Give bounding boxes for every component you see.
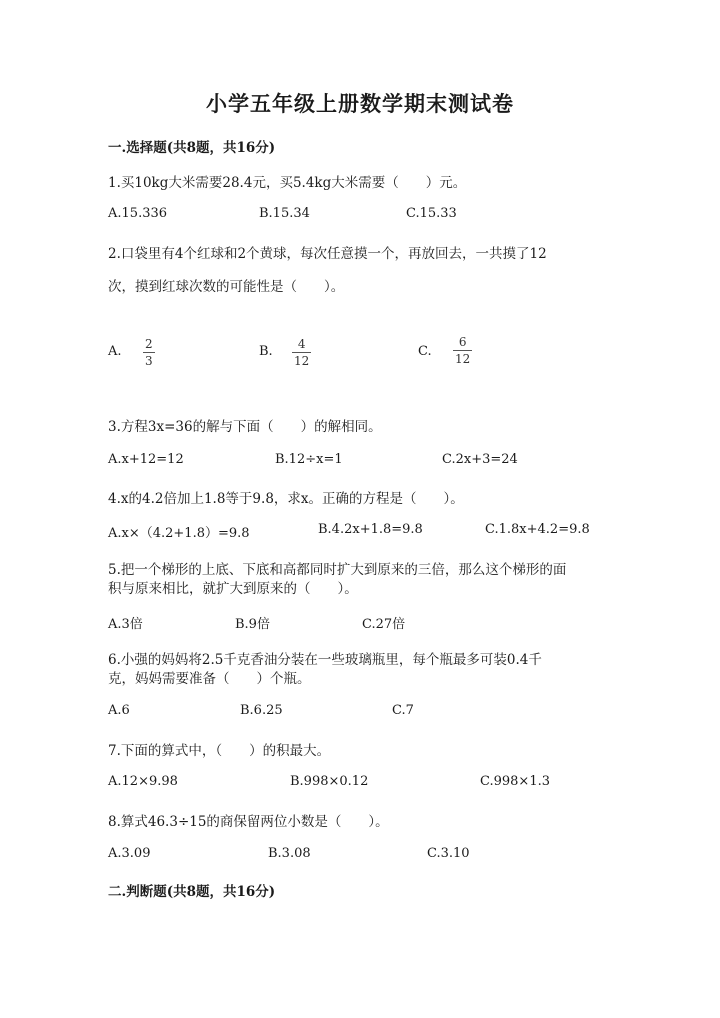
question-2-text-line-1: 2.口袋里有4个红球和2个黄球，每次任意摸一个，再放回去，一共摸了12: [108, 246, 547, 262]
section-heading-choice: 一.选择题(共8题，共16分): [108, 140, 276, 156]
option-letter: B.: [259, 344, 273, 359]
question-6-option-c: C.7: [392, 703, 414, 718]
question-7-option-c: C.998×1.3: [480, 774, 550, 789]
question-4-text: 4.x的4.2倍加上1.8等于9.8，求x。正确的方程是（ ）。: [108, 491, 464, 507]
fraction-numerator: 4: [297, 337, 306, 351]
fraction-bar: [143, 352, 155, 353]
question-1-text: 1.买10kg大米需要28.4元，买5.4kg大米需要（ ）元。: [108, 175, 467, 191]
fraction-bar: [292, 352, 311, 353]
option-letter: C.: [418, 344, 432, 359]
question-3-option-a: A.x+12=12: [108, 452, 184, 467]
option-letter: A.: [108, 344, 122, 359]
fraction-numerator: 6: [458, 335, 467, 349]
question-7-text: 7.下面的算式中，（ ）的积最大。: [108, 743, 331, 759]
question-8-option-c: C.3.10: [427, 846, 470, 861]
fraction-b: [292, 337, 311, 368]
question-1-option-b: B.15.34: [259, 206, 310, 221]
question-8-text: 8.算式46.3÷15的商保留两位小数是（ ）。: [108, 814, 389, 830]
question-8-option-a: A.3.09: [108, 846, 151, 861]
question-6-text-line-1: 6.小强的妈妈将2.5千克香油分装在一些玻璃瓶里，每个瓶最多可装0.4千: [108, 652, 542, 668]
fraction-bar: [453, 350, 472, 351]
question-4-option-a: A.x×（4.2+1.8）=9.8: [108, 526, 250, 541]
page-title: 小学五年级上册数学期末测试卷: [206, 91, 514, 116]
question-5-text-line-1: 5.把一个梯形的上底、下底和高都同时扩大到原来的三倍，那么这个梯形的面: [108, 562, 567, 578]
question-4-option-c: C.1.8x+4.2=9.8: [485, 522, 590, 537]
question-1-option-a: A.15.336: [108, 206, 168, 221]
question-6-text-line-2: 克，妈妈需要准备（ ）个瓶。: [108, 671, 311, 687]
section-heading-judgement: 二.判断题(共8题，共16分): [108, 884, 276, 900]
question-7-option-a: A.12×9.98: [108, 774, 178, 789]
question-6-option-a: A.6: [108, 703, 130, 718]
question-4-option-b: B.4.2x+1.8=9.8: [318, 522, 423, 537]
question-3-text: 3.方程3x=36的解与下面（ ）的解相同。: [108, 419, 382, 435]
question-5-option-c: C.27倍: [362, 617, 406, 632]
question-3-option-c: C.2x+3=24: [442, 452, 518, 467]
fraction-denominator: 12: [455, 352, 471, 366]
fraction-denominator: 3: [145, 354, 153, 368]
question-7-option-b: B.998×0.12: [290, 774, 369, 789]
question-5-option-a: A.3倍: [108, 617, 143, 632]
question-2-text-line-2: 次，摸到红球次数的可能性是（ ）。: [108, 279, 345, 295]
fraction-denominator: 12: [294, 354, 310, 368]
fraction-numerator: 2: [145, 337, 153, 351]
fraction-a: [143, 337, 155, 368]
question-3-option-b: B.12÷x=1: [275, 452, 343, 467]
question-8-option-b: B.3.08: [268, 846, 311, 861]
question-1-option-c: C.15.33: [406, 206, 457, 221]
question-6-option-b: B.6.25: [240, 703, 283, 718]
question-5-option-b: B.9倍: [235, 617, 270, 632]
question-5-text-line-2: 积与原来相比，就扩大到原来的（ ）。: [108, 581, 358, 597]
fraction-c: [453, 335, 472, 366]
